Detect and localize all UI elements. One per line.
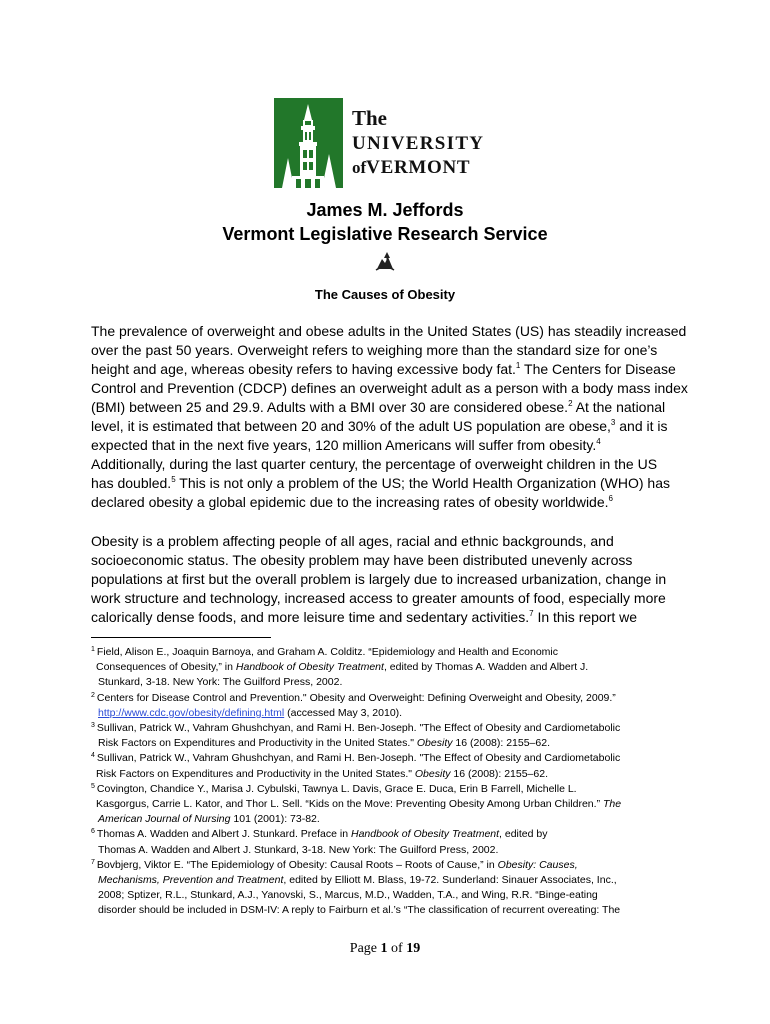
- body-paragraph-2: Obesity is a problem affecting people of all ages, racial and ethnic backgrounds, and socioeconomic status. The obesity problem may have been distributed unevenly across populations at first but the overall problem is largely due to increased urbanization, change in work structure and technology, increased access to greater amounts of food, especially more calorically dense foods, and more leisure time and sedentary activities.$^7$ In this report we: [91, 533, 667, 625]
- footnote-1: $^1$ Field, Alison E., Joaquin Barnoya, and Graham A. Colditz. “Epidemiology and Health and Economic Consequences of Obesity,” in Handbook of Obesity Treatment, edited by Thomas A. Wadden and Albert J. Stunkard, 3-18. New York: The Guilford Press, 2002.: [91, 646, 589, 689]
- service-name: Vermont Legislative Research Service: [222, 224, 548, 244]
- university-tower-emblem: [274, 98, 343, 188]
- service-emblem-icon: [374, 249, 396, 271]
- footnote-ref[interactable]: 1: [515, 361, 521, 370]
- logo-line-1: The: [352, 106, 388, 130]
- cdc-link[interactable]: http://www.cdc.gov/obesity/defining.html: [98, 706, 285, 719]
- footnote-3: $^3$ Sullivan, Patrick W., Vahram Ghushchyan, and Rami H. Ben-Joseph. "The Effect of Obesity and Cardiometabolic Risk Factors on Expenditures and Productivity in the United States." Obesity 16 (2008): 2155–62.: [91, 722, 621, 750]
- logo-line-3: ofVERMONT: [352, 157, 471, 178]
- university-logo: [274, 98, 500, 188]
- logo-line-2: UNIVERSITY: [352, 133, 485, 154]
- footnote-ref[interactable]: 3: [610, 418, 616, 427]
- footnote-5: $^5$ Covington, Chandice Y., Marisa J. Cybulski, Tawnya L. Davis, Grace E. Duca, Erin B Farrell, Michelle L. Kasgorgus, Carrie L. Kator, and Thor L. Sell. “Kids on the Move: Preventing Obesity Among Urban Children.” The American Journal of Nursing 101 (2001): 73-82.: [91, 782, 622, 826]
- footnote-ref[interactable]: 7: [529, 609, 534, 618]
- footnote-ref[interactable]: 4: [596, 437, 601, 446]
- footnote-6: $^6$ Thomas A. Wadden and Albert J. Stunkard. Preface in Handbook of Obesity Treatment, edited by Thomas A. Wadden and Albert J. Stunkard, 3-18. New York: The Guilford Press, 2002.: [91, 828, 548, 856]
- footnote-separator: [91, 637, 271, 638]
- footnote-ref[interactable]: 6: [608, 494, 613, 503]
- page-number: Page 1 of 19: [349, 941, 421, 956]
- author-name: James M. Jeffords: [306, 200, 464, 220]
- document-title: The Causes of Obesity: [314, 287, 456, 302]
- footnote-4: $^4$ Sullivan, Patrick W., Vahram Ghushchyan, and Rami H. Ben-Joseph. "The Effect of Obesity and Cardiometabolic Risk Factors on Expenditures and Productivity in the United States." Obesity 16 (2008): 2155–62.: [91, 752, 621, 780]
- footnotes: [91, 645, 691, 919]
- footnote-ref[interactable]: 2: [568, 399, 573, 408]
- logo-wordmark: [352, 108, 484, 177]
- footnote-7: $^7$ Bovbjerg, Viktor E. “The Epidemiology of Obesity: Causal Roots – Roots of Cause,” in Obesity: Causes, Mechanisms, Prevention and Treatment, edited by Elliott M. Blass, 19-72. Sunderland: Sinauer Associates, Inc., 2008; Sptizer, R.L., Stunkard, A.J., Yanovski, S., Marcus, M.D., Wadden, T.A., and Wing, R.R. “Binge-eating disorder should be included in DSM-IV: A reply to Fairburn et al.’s “The classification of recurrent overeating: The: [91, 858, 621, 917]
- footnote-ref[interactable]: 5: [171, 475, 176, 484]
- body-paragraph-1: The prevalence of overweight and obese adults in the United States (US) has steadily increased over the past 50 years. Overweight refers to weighing more than the standard size for one’s height and age, whereas obesity refers to having excessive body fat.$^1$ The Centers for Disease Control and Prevention (CDCP) defines an overweight adult as a person with a body mass index (BMI) between 25 and 29.9. Adults with a BMI over 30 are considered obese.$^2$ At the national level, it is estimated that between 20 and 30% of the adult US population are obese,$^3$ and it is expected that in the next five years, 120 million Americans will suffer from obesity.$^4$ Additionally, during the last quarter century, the percentage of overweight children in the US has doubled.$^5$ This is not only a problem of the US; the World Health Organization (WHO) has declared obesity a global epidemic due to the increasing rates of obesity worldwide.$^6$: [91, 323, 688, 510]
- footnote-2: $^2$ Centers for Disease Control and Prevention." Obesity and Overweight: Defining Overweight and Obesity, 2009.” http://www.cdc.gov/obesity/defining.html (accessed May 3, 2010).: [91, 691, 616, 719]
